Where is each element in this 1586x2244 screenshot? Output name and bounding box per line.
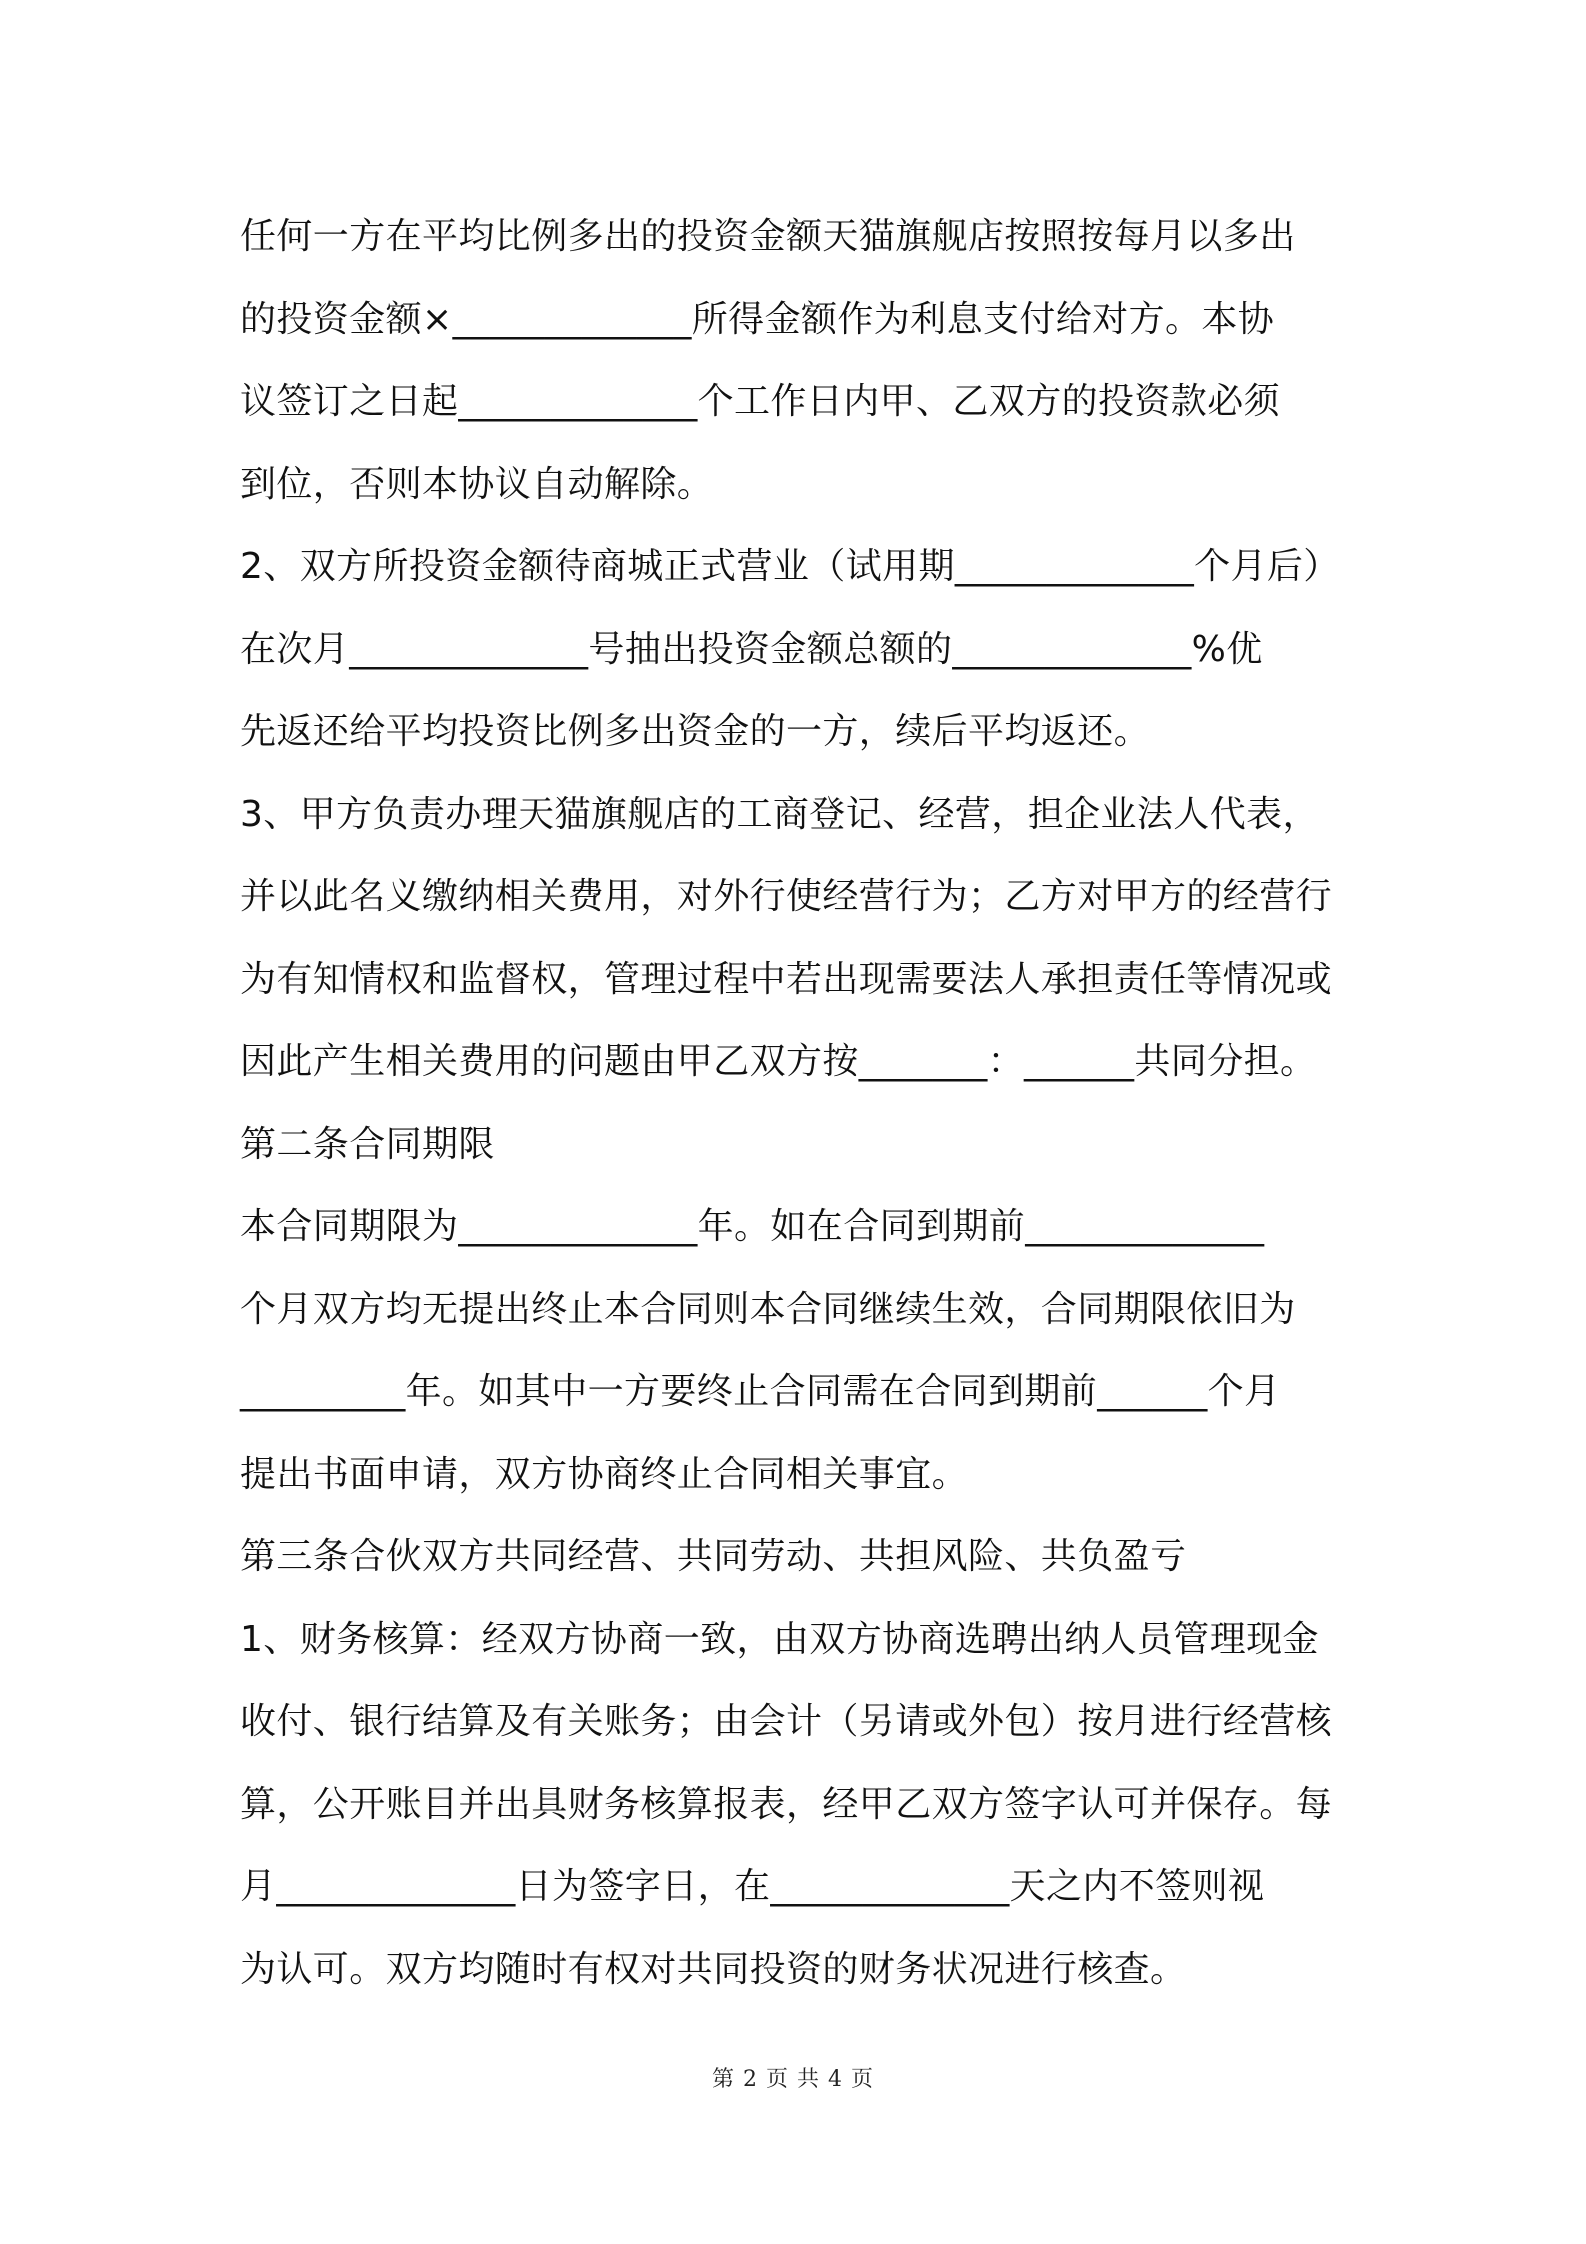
clause-3-line: 3、甲方负责办理天猫旗舰店的工商登记、经营，担企业法人代表， <box>240 793 1319 835</box>
text-line: 个月双方均无提出终止本合同则本合同继续生效，合同期限依旧为 <box>240 1288 1296 1330</box>
document-body <box>240 196 1360 2011</box>
text-line: 先返还给平均投资比例多出资金的一方，续后平均返还。 <box>240 711 1151 752</box>
text-line: 收付、银行结算及有关账务；由会计（另请或外包）按月进行经营核 <box>240 1701 1333 1742</box>
text-line: 提出书面申请，双方协商终止合同相关事宜。 <box>240 1453 969 1495</box>
text-line: 议签订之日起_____________个工作日内甲、乙双方的投资款必须 <box>240 381 1281 422</box>
text-line: 本合同期限为_____________年。如在合同到期前_____________ <box>240 1206 1265 1247</box>
clause-2-line: 2、双方所投资金额待商城正式营业（试用期_____________个月后） <box>240 546 1340 587</box>
text-line: 月_____________日为签字日，在_____________天之内不签则视 <box>240 1866 1265 1907</box>
page-number-footer: 第 2 页 共 4 页 <box>712 2067 874 2092</box>
section-heading-contract-term: 第二条合同期限 <box>240 1123 495 1165</box>
text-line: 任何一方在平均比例多出的投资金额天猫旗舰店按照按每月以多出 <box>240 216 1296 257</box>
text-line: 为认可。双方均随时有权对共同投资的财务状况进行核查。 <box>240 1948 1187 1990</box>
clause-1-line: 1、财务核算：经双方协商一致，由双方协商选聘出纳人员管理现金 <box>240 1618 1319 1660</box>
text-line: _________年。如其中一方要终止合同需在合同到期前______个月 <box>240 1371 1281 1412</box>
text-line: 为有知情权和监督权，管理过程中若出现需要法人承担责任等情况或 <box>240 958 1333 1000</box>
text-line: 在次月_____________号抽出投资金额总额的_____________%优 <box>240 628 1263 670</box>
text-line: 的投资金额×_____________所得金额作为利息支付给对方。本协 <box>240 298 1275 340</box>
text-line: 因此产生相关费用的问题由甲乙双方按_______：______共同分担。 <box>240 1041 1317 1082</box>
text-line: 并以此名义缴纳相关费用，对外行使经营行为；乙方对甲方的经营行 <box>240 876 1333 917</box>
section-heading-joint-operation: 第三条合伙双方共同经营、共同劳动、共担风险、共负盈亏 <box>240 1536 1187 1577</box>
text-line: 算，公开账目并出具财务核算报表，经甲乙双方签字认可并保存。每 <box>240 1783 1333 1825</box>
text-line: 到位，否则本协议自动解除。 <box>240 463 714 505</box>
